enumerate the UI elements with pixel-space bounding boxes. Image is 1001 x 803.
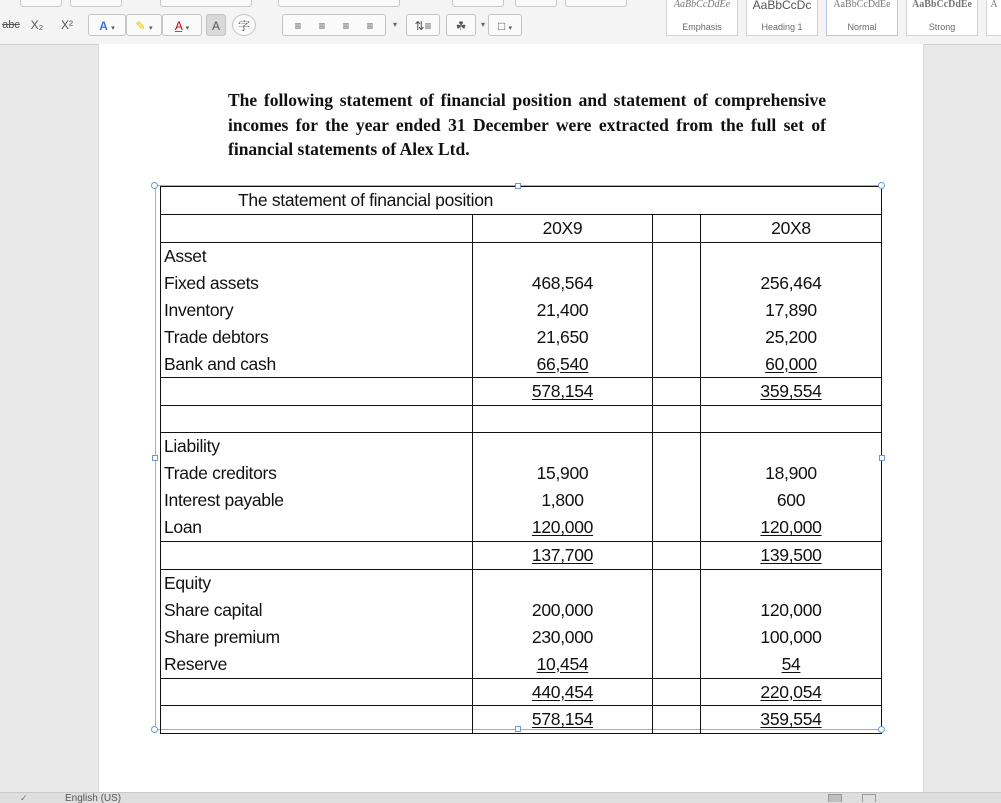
ribbon-top-control[interactable] <box>70 0 122 7</box>
borders-button[interactable] <box>488 14 522 36</box>
value-cell: 440,454 <box>531 681 594 702</box>
style-label: Strong <box>928 22 956 32</box>
table-cell <box>161 678 473 706</box>
resize-handle[interactable] <box>879 455 885 461</box>
style-label: Normal <box>847 22 877 32</box>
values-20x8 <box>701 433 882 542</box>
label-trade-creditors: Trade creditors <box>164 463 277 484</box>
values-20x8 <box>701 242 882 378</box>
resize-handle[interactable] <box>151 726 158 733</box>
label-share-capital: Share capital <box>164 599 263 620</box>
table-cell <box>161 215 473 243</box>
style-sample: AaBbCcDc <box>752 0 812 12</box>
table-cell <box>653 378 701 406</box>
table-cell <box>653 433 701 542</box>
table-row <box>161 678 882 706</box>
value-cell <box>473 243 652 270</box>
highlighter-icon: ✎ <box>135 19 146 33</box>
enclose-characters-button[interactable]: 字 <box>232 14 256 36</box>
label-share-premium: Share premium <box>164 626 280 647</box>
table-cell <box>473 406 653 433</box>
total-liabilities-equity-20x8 <box>701 706 882 734</box>
table-cell <box>653 406 701 433</box>
value-cell <box>701 243 881 270</box>
table-row <box>161 433 882 542</box>
intro-paragraph[interactable]: The following statement of financial position and statement of comprehensive incomes for the year ended 31 December were extracted from the full set of financial statements of Alex Ltd. <box>228 90 826 159</box>
style-strong[interactable] <box>906 0 978 36</box>
total-liabilities-equity-20x9 <box>473 706 653 734</box>
value-cell: 10,454 <box>536 653 589 674</box>
value-cell: 54 <box>781 653 801 674</box>
label-inventory: Inventory <box>164 299 234 320</box>
style-sample: AaBbCcDdEe <box>833 0 891 10</box>
resize-handle[interactable] <box>515 183 521 189</box>
paint-bucket-icon: ☘ <box>455 19 467 33</box>
chevron-down-icon: ▾ <box>185 25 190 32</box>
shading-button[interactable] <box>446 14 476 36</box>
proofing-icon[interactable]: ✓ <box>20 793 28 803</box>
style-heading-1[interactable] <box>746 0 818 36</box>
table-row <box>161 187 882 215</box>
value-cell: 359,554 <box>760 709 822 730</box>
style-sample: AaBbCcDdEe <box>673 0 731 10</box>
ribbon-top-control[interactable] <box>160 0 252 7</box>
table-row <box>161 242 882 378</box>
text-effects-icon: A <box>99 19 108 33</box>
style-sample: A <box>990 0 998 10</box>
value-cell: 139,500 <box>760 544 822 565</box>
table-row <box>161 215 882 243</box>
table-cell <box>161 706 473 734</box>
value-cell: 120,000 <box>531 517 594 538</box>
value-cell: 468,564 <box>531 272 594 293</box>
table-cell <box>161 378 473 406</box>
label-loan: Loan <box>164 517 202 538</box>
subscript-button[interactable]: X₂ <box>30 18 44 32</box>
value-cell: 578,154 <box>531 381 594 402</box>
table-cell <box>653 706 701 734</box>
font-color-icon: A <box>174 19 183 33</box>
resize-handle[interactable] <box>151 182 158 189</box>
table-cell <box>161 406 473 433</box>
style-sample: AaBbCcDdEe <box>911 0 972 10</box>
value-cell: 21,650 <box>536 326 589 347</box>
chevron-down-icon: ▾ <box>508 25 513 32</box>
table-cell <box>653 569 701 678</box>
style-normal[interactable] <box>826 0 898 36</box>
ribbon-top-control[interactable] <box>452 0 504 7</box>
values-20x9 <box>473 433 653 542</box>
label-trade-debtors: Trade debtors <box>164 326 269 347</box>
chevron-down-icon[interactable]: ▾ <box>480 20 485 29</box>
value-cell: 100,000 <box>760 626 822 647</box>
table-cell <box>653 215 701 243</box>
financial-position-table[interactable] <box>160 186 882 734</box>
style-label: Emphasis <box>682 22 722 32</box>
alignment-group <box>282 14 386 36</box>
chevron-down-icon[interactable]: ▾ <box>392 20 397 29</box>
resize-handle[interactable] <box>878 182 885 189</box>
table-cell <box>701 406 882 433</box>
value-cell: 1,800 <box>541 490 584 511</box>
total-liabilities-20x9 <box>473 541 653 569</box>
value-cell: 15,900 <box>536 463 589 484</box>
ribbon-top-control[interactable] <box>20 0 62 7</box>
label-asset: Asset <box>164 245 207 266</box>
value-cell: 200,000 <box>531 599 594 620</box>
row-labels <box>161 569 473 678</box>
table-row <box>161 378 882 406</box>
table-cell <box>653 242 701 378</box>
align-center-icon[interactable]: ≡ <box>318 19 326 33</box>
value-cell: 256,464 <box>760 272 822 293</box>
resize-handle[interactable] <box>152 455 158 461</box>
total-liabilities-20x8 <box>701 541 882 569</box>
table-cell <box>653 541 701 569</box>
table-cell <box>653 678 701 706</box>
total-assets-20x8 <box>701 378 882 406</box>
value-cell: 66,540 <box>536 353 589 374</box>
label-reserve: Reserve <box>164 653 228 674</box>
value-cell: 578,154 <box>531 709 594 730</box>
align-right-icon[interactable]: ≡ <box>342 19 350 33</box>
chevron-down-icon: ▾ <box>148 25 153 32</box>
strikethrough-button[interactable]: abc <box>2 19 20 31</box>
total-assets-20x9 <box>473 378 653 406</box>
full-screen-icon[interactable] <box>862 794 876 802</box>
label-liability: Liability <box>164 436 220 457</box>
value-cell: 120,000 <box>760 599 822 620</box>
resize-handle[interactable] <box>878 726 885 733</box>
row-labels <box>161 433 473 542</box>
label-bank-and-cash: Bank and cash <box>164 353 276 374</box>
style-next[interactable] <box>986 0 1001 36</box>
font-color-button[interactable] <box>162 14 202 36</box>
line-spacing-button[interactable] <box>406 14 440 36</box>
column-header-20x8: 20X8 <box>701 215 882 243</box>
column-header-20x9: 20X9 <box>473 215 653 243</box>
value-cell: 17,890 <box>765 299 817 320</box>
ribbon-top-control[interactable] <box>565 0 627 7</box>
chevron-down-icon: ▾ <box>111 25 115 32</box>
value-cell: 137,700 <box>531 544 594 565</box>
value-cell: 359,554 <box>760 381 822 402</box>
table-row <box>161 541 882 569</box>
character-shading-button[interactable]: A <box>206 14 226 36</box>
values-20x8 <box>701 569 882 678</box>
ribbon-toolbar <box>0 0 1001 45</box>
style-emphasis[interactable] <box>666 0 738 36</box>
style-label: Heading 1 <box>761 22 803 32</box>
table-cell <box>161 541 473 569</box>
table-title: The statement of financial position <box>161 187 882 215</box>
values-20x9 <box>473 569 653 678</box>
value-cell: 230,000 <box>531 626 594 647</box>
value-cell <box>701 433 881 460</box>
value-cell <box>473 433 652 460</box>
value-cell: 220,054 <box>760 681 822 702</box>
resize-handle[interactable] <box>515 726 521 732</box>
table-row <box>161 706 882 734</box>
print-layout-icon[interactable] <box>828 794 842 802</box>
value-cell: 120,000 <box>760 517 822 538</box>
ribbon-top-control[interactable] <box>515 0 557 7</box>
outline-icon[interactable] <box>934 794 948 802</box>
table-row <box>161 569 882 678</box>
highlight-color-button[interactable] <box>126 14 162 36</box>
ribbon-top-control[interactable] <box>278 0 400 7</box>
total-equity-20x8 <box>701 678 882 706</box>
value-cell: 25,200 <box>765 326 817 347</box>
line-spacing-icon: ⇅≡ <box>414 19 432 33</box>
superscript-button[interactable]: X² <box>61 18 73 32</box>
align-left-icon[interactable]: ≡ <box>294 19 302 33</box>
value-cell <box>701 570 881 597</box>
row-labels <box>161 242 473 378</box>
text-effects-button[interactable] <box>88 14 126 36</box>
status-bar <box>0 792 1001 803</box>
language-indicator[interactable]: English (US) <box>65 793 122 803</box>
web-layout-icon[interactable] <box>900 794 914 802</box>
justify-icon[interactable]: ≡ <box>366 19 374 33</box>
label-equity: Equity <box>164 572 211 593</box>
label-interest-payable: Interest payable <box>164 490 284 511</box>
value-cell <box>473 570 652 597</box>
border-icon: □ <box>497 19 506 33</box>
value-cell: 21,400 <box>536 299 589 320</box>
label-fixed-assets: Fixed assets <box>164 272 259 293</box>
value-cell: 18,900 <box>765 463 817 484</box>
total-equity-20x9 <box>473 678 653 706</box>
values-20x9 <box>473 242 653 378</box>
value-cell: 600 <box>776 490 806 511</box>
table-row <box>161 406 882 433</box>
value-cell: 60,000 <box>765 353 817 374</box>
